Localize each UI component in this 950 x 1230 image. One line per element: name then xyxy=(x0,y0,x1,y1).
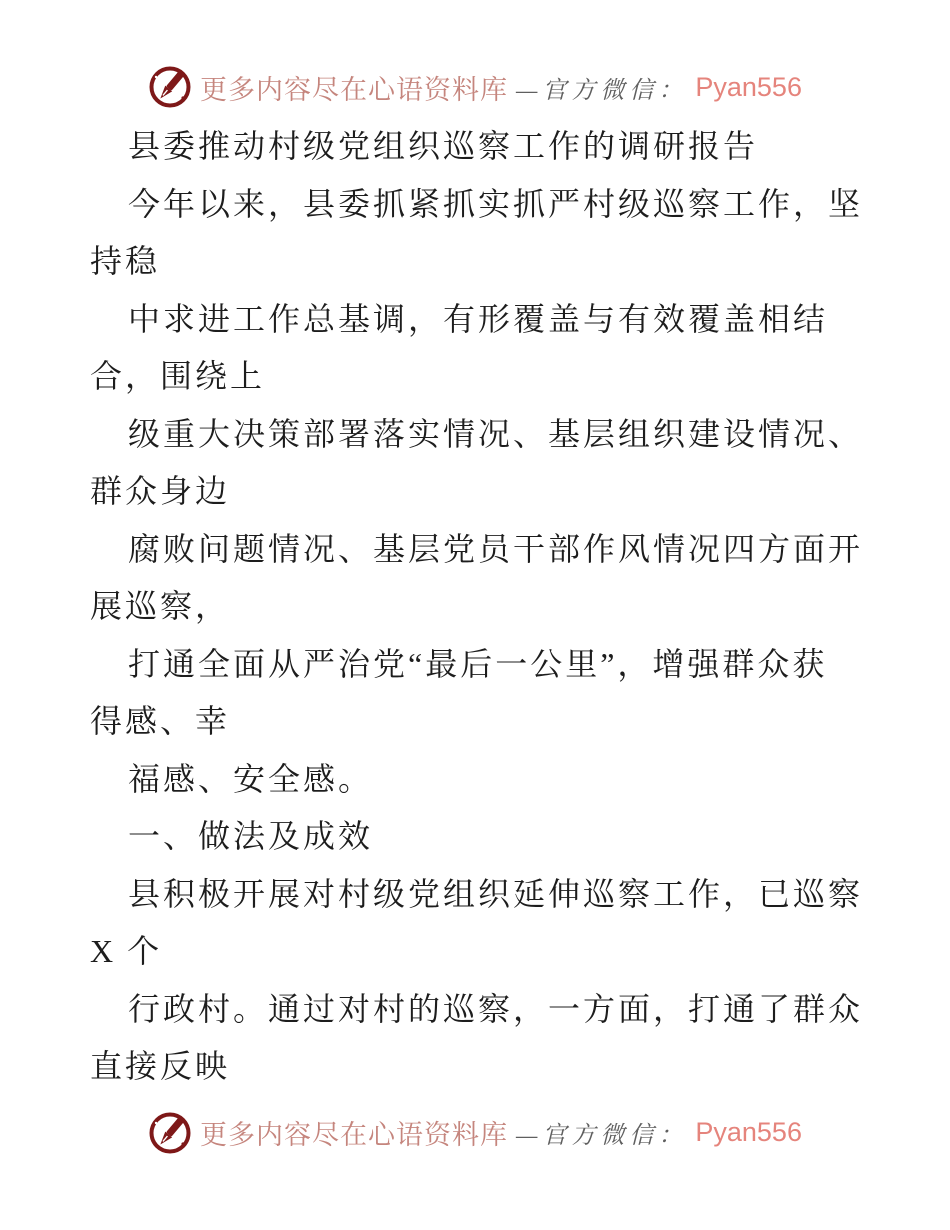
watermark-wechat-id: Pyan556 xyxy=(695,1117,802,1147)
watermark-wechat-label: —官方微信： xyxy=(516,77,688,104)
footer-watermark xyxy=(0,1096,950,1156)
text-line: 中求进工作总基调，有形覆盖与有效覆盖相结 xyxy=(128,300,829,337)
text-line: 展巡察， xyxy=(90,588,231,624)
text-line: 群众身边 xyxy=(90,473,231,509)
text-line: 行政村。通过对村的巡察，一方面，打通了群众 xyxy=(128,990,864,1027)
text-line: 福感、安全感。 xyxy=(128,760,374,797)
document-title: 县委推动村级党组织巡察工作的调研报告 xyxy=(128,128,759,164)
header-watermark xyxy=(0,0,950,110)
text-line: 县积极开展对村级党组织延伸巡察工作，已巡察 xyxy=(128,875,864,912)
watermark-wechat-id: Pyan556 xyxy=(695,71,802,102)
pen-circle-icon xyxy=(148,1111,192,1155)
text-line: X 个 xyxy=(90,933,163,969)
text-line: 腐败问题情况、基层党员干部作风情况四方面开 xyxy=(128,530,864,567)
text-line: 合，围绕上 xyxy=(90,358,266,394)
text-line: 打通全面从严治党“最后一公里”，增强群众获 xyxy=(128,645,828,682)
watermark-brand-text: 更多内容尽在心语资料库 xyxy=(200,74,509,105)
pen-circle-icon xyxy=(148,65,192,109)
text-line: 今年以来，县委抓紧抓实抓严村级巡察工作，坚 xyxy=(128,185,864,222)
text-line: 级重大决策部署落实情况、基层组织建设情况、 xyxy=(128,415,864,452)
document-body xyxy=(90,118,862,1096)
text-line: 得感、幸 xyxy=(90,703,231,739)
text-line: 一、做法及成效 xyxy=(128,818,374,854)
watermark-wechat-label: —官方微信： xyxy=(516,1123,688,1149)
text-line: 持稳 xyxy=(90,243,161,279)
watermark-brand-text: 更多内容尽在心语资料库 xyxy=(200,1120,509,1150)
text-line: 直接反映 xyxy=(90,1048,231,1084)
